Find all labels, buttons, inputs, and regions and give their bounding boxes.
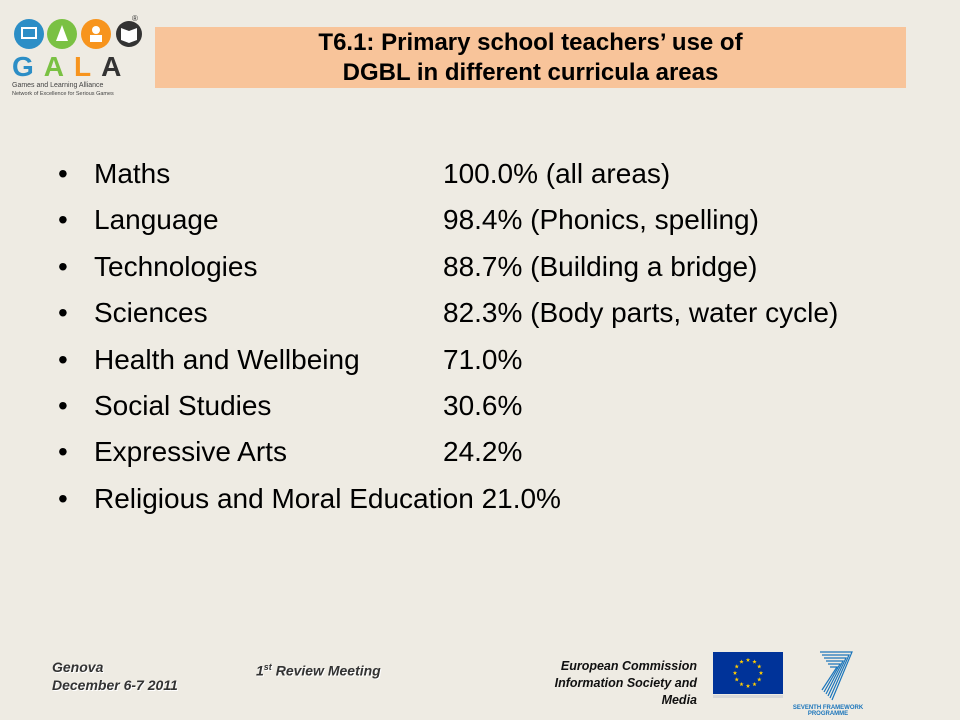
gala-icon-circles xyxy=(12,14,142,54)
list-item xyxy=(58,197,938,243)
percentage-value: 100.0% (all areas) xyxy=(443,158,671,189)
bullet: • xyxy=(58,482,68,514)
percentage-value: 88.7% (Building a bridge) xyxy=(443,250,758,282)
percentage-value: 98.4% (Phonics, spelling) xyxy=(443,204,759,236)
subject-label: Health and Wellbeing xyxy=(94,343,360,375)
slide-title xyxy=(155,27,906,88)
svg-text:PROGRAMME: PROGRAMME xyxy=(807,711,849,716)
footer-location-date xyxy=(52,658,178,694)
bullet: • xyxy=(58,250,68,282)
percentage-value: 82.3% (Body parts, water cycle) xyxy=(443,297,839,329)
percentage-value: 71.0% xyxy=(443,343,523,375)
eu-flag-icon xyxy=(713,652,783,699)
gala-tagline: Games and Learning Alliance xyxy=(12,82,104,89)
list-item xyxy=(58,290,938,336)
registered-mark: ® xyxy=(132,14,138,23)
subject-label: Language xyxy=(94,204,219,236)
list-item xyxy=(58,244,938,290)
footer-location: Genova xyxy=(52,659,104,675)
subject-label: Social Studies xyxy=(94,389,272,421)
footer-date: December 6-7 2011 xyxy=(52,677,178,693)
bullet: • xyxy=(58,158,68,189)
ec-line: Media xyxy=(661,693,697,707)
list-item xyxy=(58,337,938,383)
subject-label: Sciences xyxy=(94,297,208,329)
gala-logo xyxy=(8,14,138,96)
subject-label: Maths xyxy=(94,158,171,189)
gala-wordmark: GALA xyxy=(12,51,132,82)
bullet: • xyxy=(58,389,68,421)
bullet: • xyxy=(58,297,68,329)
percentage-value: 21.0% xyxy=(481,482,561,514)
subject-label: Religious and Moral Education xyxy=(94,482,474,514)
list-item xyxy=(58,429,938,475)
seventh-framework-programme-logo-icon xyxy=(792,648,864,716)
slide-title-line1: T6.1: Primary school teachers’ use of xyxy=(318,28,743,56)
ec-line: Information Society and xyxy=(554,676,697,690)
ec-line: European Commission xyxy=(560,659,697,673)
bullet: • xyxy=(58,343,68,375)
gala-subtagline: Network of Excellence for Serious Games xyxy=(12,91,114,97)
percentage-value: 24.2% xyxy=(443,436,523,468)
curricula-list xyxy=(58,151,938,522)
bullet: • xyxy=(58,204,68,236)
svg-text:SEVENTH FRAMEWORK: SEVENTH FRAMEWORK xyxy=(792,705,864,711)
list-item xyxy=(58,151,938,197)
footer-meeting: 1st Review Meeting xyxy=(256,662,381,679)
list-item xyxy=(58,383,938,429)
slide-title-line2: DGBL in different curricula areas xyxy=(342,58,719,86)
percentage-value: 30.6% xyxy=(443,389,523,421)
subject-label: Technologies xyxy=(94,250,258,282)
list-item xyxy=(58,476,938,522)
bullet: • xyxy=(58,436,68,468)
footer-ec-credit xyxy=(520,658,697,709)
subject-label: Expressive Arts xyxy=(94,436,287,468)
